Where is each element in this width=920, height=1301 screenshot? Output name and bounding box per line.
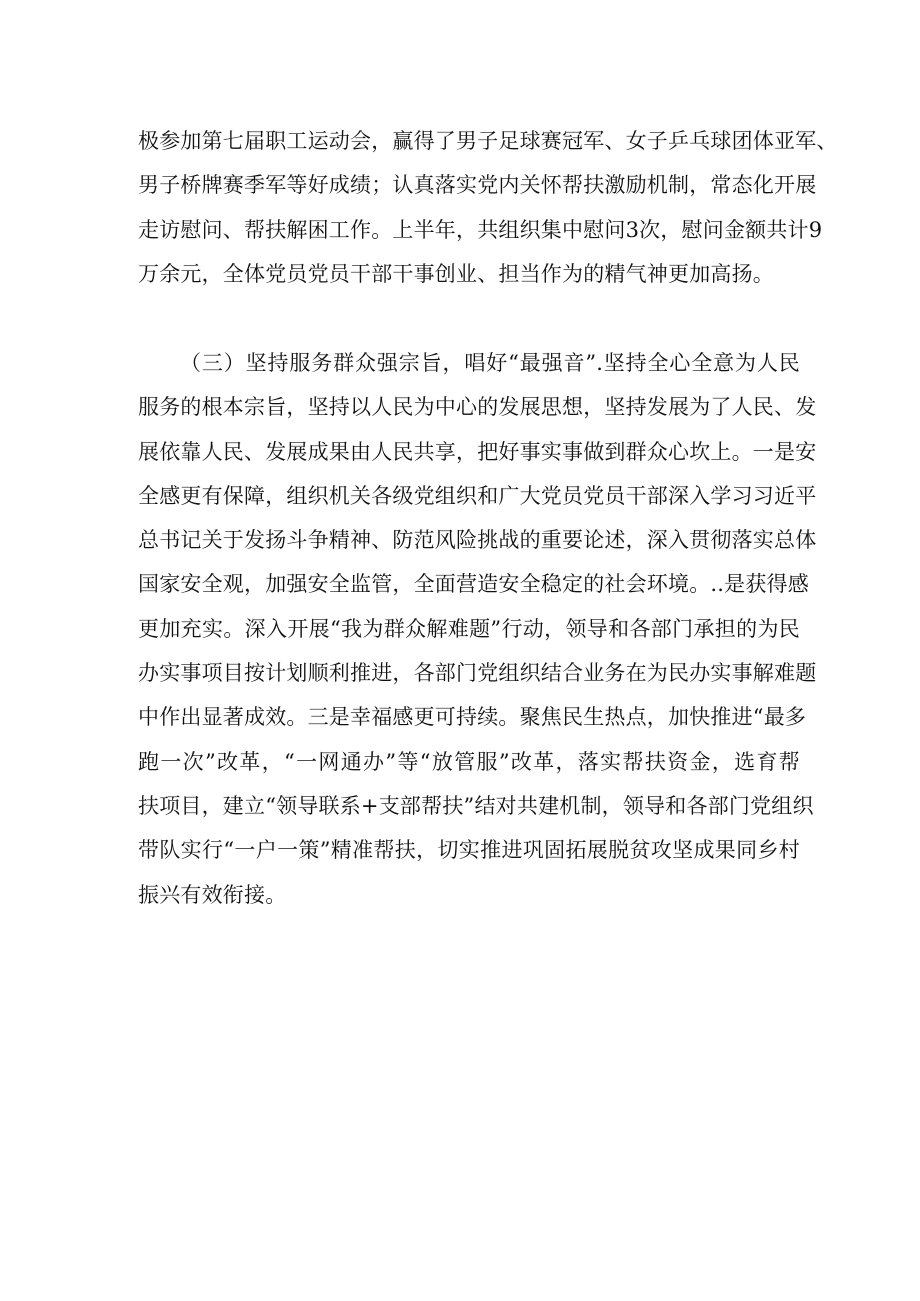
paragraph-serve-the-people [138, 341, 817, 917]
paragraph-line: 展依靠人民、发展成果由人民共享，把好事实事做到群众心坎上。一是安 [138, 439, 817, 464]
paragraph-line: 扶项目，建立“领导联系+支部帮扶”结对共建机制，领导和各部门党组织 [138, 793, 814, 818]
paragraph-line: 办实事项目按计划顺利推进，各部门党组织结合业务在为民办实事解难题 [138, 661, 817, 686]
paragraph-line: 走访慰问、帮扶解困工作。上半年，共组织集中慰问3次，慰问金额共计9 [138, 217, 823, 242]
paragraph-line: 极参加第七届职工运动会，赢得了男子足球赛冠军、女子乒乓球团体亚军、 [138, 129, 838, 153]
paragraph-line: 服务的根本宗旨，坚持以人民为中心的发展思想，坚持发展为了人民、发 [138, 395, 817, 420]
paragraph-line: 万余元，全体党员党员干部干事创业、担当作为的精气神更加高扬。 [138, 261, 774, 286]
paragraph-line: 全感更有保障，组织机关各级党组织和广大党员党员干部深入学习习近平 [138, 483, 817, 508]
paragraph-line: 中作出显著成效。三是幸福感更可持续。聚焦民生热点，加快推进“最多 [138, 705, 807, 730]
paragraph-line: （三）坚持服务群众强宗旨，唱好“最强音”.坚持全心全意为人民 [180, 351, 800, 375]
paragraph-line: 男子桥牌赛季军等好成绩；认真落实党内关怀帮扶激励机制，常态化开展 [138, 173, 817, 198]
paragraph-line: 更加充实。深入开展“我为群众解难题”行动，领导和各部门承担的为民 [138, 616, 800, 641]
paragraph-line: 带队实行“一户一策”精准帮扶，切实推进巩固拓展脱贫攻坚成果同乡村 [138, 838, 800, 863]
paragraph-line: 振兴有效衔接。 [138, 882, 287, 907]
paragraph-line: 总书记关于发扬斗争精神、防范风险挑战的重要论述，深入贯彻落实总体 [138, 528, 817, 553]
paragraph-staff-care [138, 119, 838, 296]
paragraph-line: 跑一次”改革，“一网通办”等“放管服”改革，落实帮扶资金，选育帮 [138, 749, 800, 774]
paragraph-line: 国家安全观，加强安全监管，全面营造安全稳定的社会环境。..是获得感 [138, 572, 809, 597]
